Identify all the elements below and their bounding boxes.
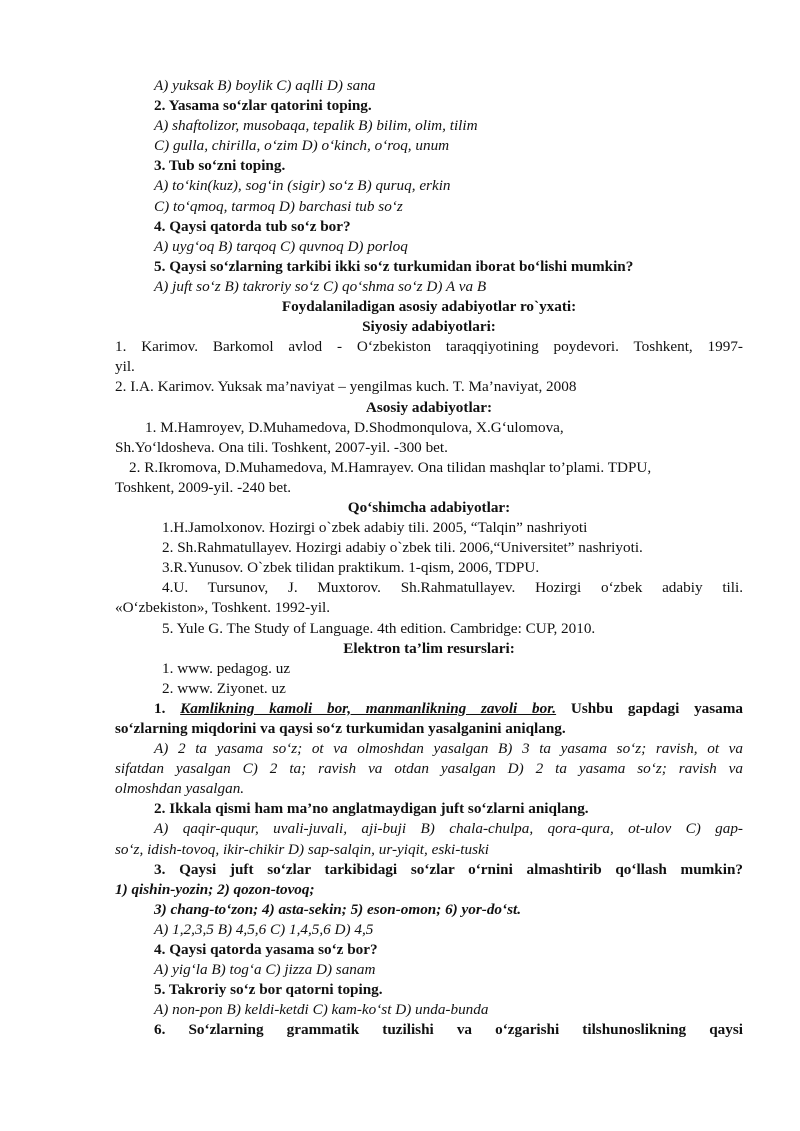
answer-line: A) uyg‘oq B) tarqoq C) quvnoq D) porloq	[154, 237, 408, 255]
section-subheading: Elektron ta’lim resurslari:	[343, 639, 515, 657]
question-line: 3. Tub so‘zni toping.	[154, 157, 286, 175]
answer-line: sifatdan yasalgan C) 2 ta; ravish va otdan yasalgan D) 2 ta yasama so‘z; ravish va	[115, 760, 743, 778]
resource-item: 2. www. Ziyonet. uz	[162, 679, 286, 697]
question-line: 4. Qaysi qatorda yasama so‘z bor?	[154, 941, 378, 959]
answer-line: C) gulla, chirilla, o‘zim D) o‘kinch, o‘roq, unum	[154, 137, 450, 155]
reference-item: 2. R.Ikromova, D.Muhamedova, M.Hamrayev. Ona tilidan mashqlar to’plami. TDPU,	[129, 458, 652, 476]
section-subheading: Asosiy adabiyotlar:	[365, 398, 493, 416]
reference-item-cont: Sh.Yo‘ldosheva. Ona tili. Toshkent, 2007-yil. -300 bet.	[115, 438, 448, 456]
reference-item: 1.H.Jamolxonov. Hozirgi o`zbek adabiy tili. 2005, “Talqin” nashriyoti	[162, 519, 588, 537]
question-text: Ushbu gapdagi yasama	[556, 699, 744, 717]
question-line: 2. Yasama so‘zlar qatorini toping.	[154, 97, 372, 115]
question-line: 2. Ikkala qismi ham ma’no anglatmaydigan juft so‘zlarni aniqlang.	[154, 800, 589, 818]
section-heading: Foydalaniladigan asosiy adabiyotlar ro`yxati:	[281, 298, 577, 316]
answer-line: so‘z, idish-tovoq, ikir-chikir D) sap-salqin, ur-yiqit, eski-tuski	[115, 840, 489, 858]
reference-item-cont: Toshkent, 2009-yil. -240 bet.	[115, 478, 292, 496]
answer-line: A) to‘kin(kuz), sog‘in (sigir) so‘z B) quruq, erkin	[154, 177, 451, 195]
answer-line: A) non-pon B) keldi-ketdi C) kam-ko‘st D) unda-bunda	[154, 1001, 489, 1019]
question-line	[115, 699, 743, 719]
answer-line: olmoshdan yasalgan.	[115, 780, 245, 798]
answer-line: A) qaqir-ququr, uvali-juvali, aji-buji B) chala-chulpa, qora-qura, ot-ulov C) gap-	[154, 820, 743, 838]
answer-line: A) 2 ta yasama so‘z; ot va olmoshdan yasalgan B) 3 ta yasama so‘z; ravish, ot va	[154, 740, 743, 758]
reference-item-cont: yil.	[115, 358, 135, 376]
question-line: 6. So‘zlarning grammatik tuzilishi va o‘zgarishi tilshunoslikning qaysi	[154, 1021, 743, 1039]
question-number: 1.	[154, 699, 181, 717]
proverb-quote: Kamlikning kamoli bor, manmanlikning zavoli bor.	[180, 699, 557, 717]
question-line: 4. Qaysi qatorda tub so‘z bor?	[154, 217, 351, 235]
reference-item: 1. Karimov. Barkomol avlod - O‘zbekiston taraqqiyotining poydevori. Toshkent, 1997-	[115, 338, 743, 356]
question-line: 5. Takroriy so‘z bor qatorni toping.	[154, 981, 383, 999]
question-line: 1) qishin-yozin; 2) qozon-tovoq;	[115, 880, 315, 898]
reference-item: 1. M.Hamroyev, D.Muhamedova, D.Shodmonqulova, X.G‘ulomova,	[145, 418, 564, 436]
answer-line: A) yig‘la B) tog‘a C) jizza D) sanam	[154, 961, 376, 979]
section-subheading: Qo‘shimcha adabiyotlar:	[347, 498, 511, 516]
reference-item: 4.U. Tursunov, J. Muxtorov. Sh.Rahmatullayev. Hozirgi o‘zbek adabiy tili.	[162, 579, 743, 597]
section-subheading: Siyosiy adabiyotlari:	[362, 318, 496, 336]
answer-line: C) to‘qmoq, tarmoq D) barchasi tub so‘z	[154, 197, 403, 215]
question-line: 3. Qaysi juft so‘zlar tarkibidagi so‘zlar o‘rnini almashtirib qo‘llash mumkin?	[154, 860, 743, 878]
question-line: 5. Qaysi so‘zlarning tarkibi ikki so‘z turkumidan iborat bo‘lishi mumkin?	[154, 257, 634, 275]
reference-item: 2. Sh.Rahmatullayev. Hozirgi adabiy o`zbek tili. 2006,“Universitet” nashriyoti.	[162, 539, 643, 557]
reference-item-cont: «O‘zbekiston», Toshkent. 1992-yil.	[115, 599, 331, 617]
question-line: so‘zlarning miqdorini va qaysi so‘z turkumidan yasalganini aniqlang.	[115, 720, 566, 737]
resource-item: 1. www. pedagog. uz	[162, 659, 291, 677]
reference-item: 3.R.Yunusov. O`zbek tilidan praktikum. 1-qism, 2006, TDPU.	[162, 559, 540, 577]
reference-item: 2. I.A. Karimov. Yuksak ma’naviyat – yengilmas kuch. T. Ma’naviyat, 2008	[115, 378, 577, 396]
answer-line: A) juft so‘z B) takroriy so‘z C) qo‘shma so‘z D) A va B	[154, 277, 487, 295]
reference-item: 5. Yule G. The Study of Language. 4th edition. Cambridge: CUP, 2010.	[162, 619, 596, 637]
answer-line: A) yuksak B) boylik C) aqlli D) sana	[154, 77, 376, 94]
question-line: 3) chang-to‘zon; 4) asta-sekin; 5) eson-omon; 6) yor-do‘st.	[154, 900, 522, 918]
answer-line: A) shaftolizor, musobaqa, tepalik B) bilim, olim, tilim	[154, 117, 478, 135]
answer-line: A) 1,2,3,5 B) 4,5,6 C) 1,4,5,6 D) 4,5	[154, 920, 374, 938]
